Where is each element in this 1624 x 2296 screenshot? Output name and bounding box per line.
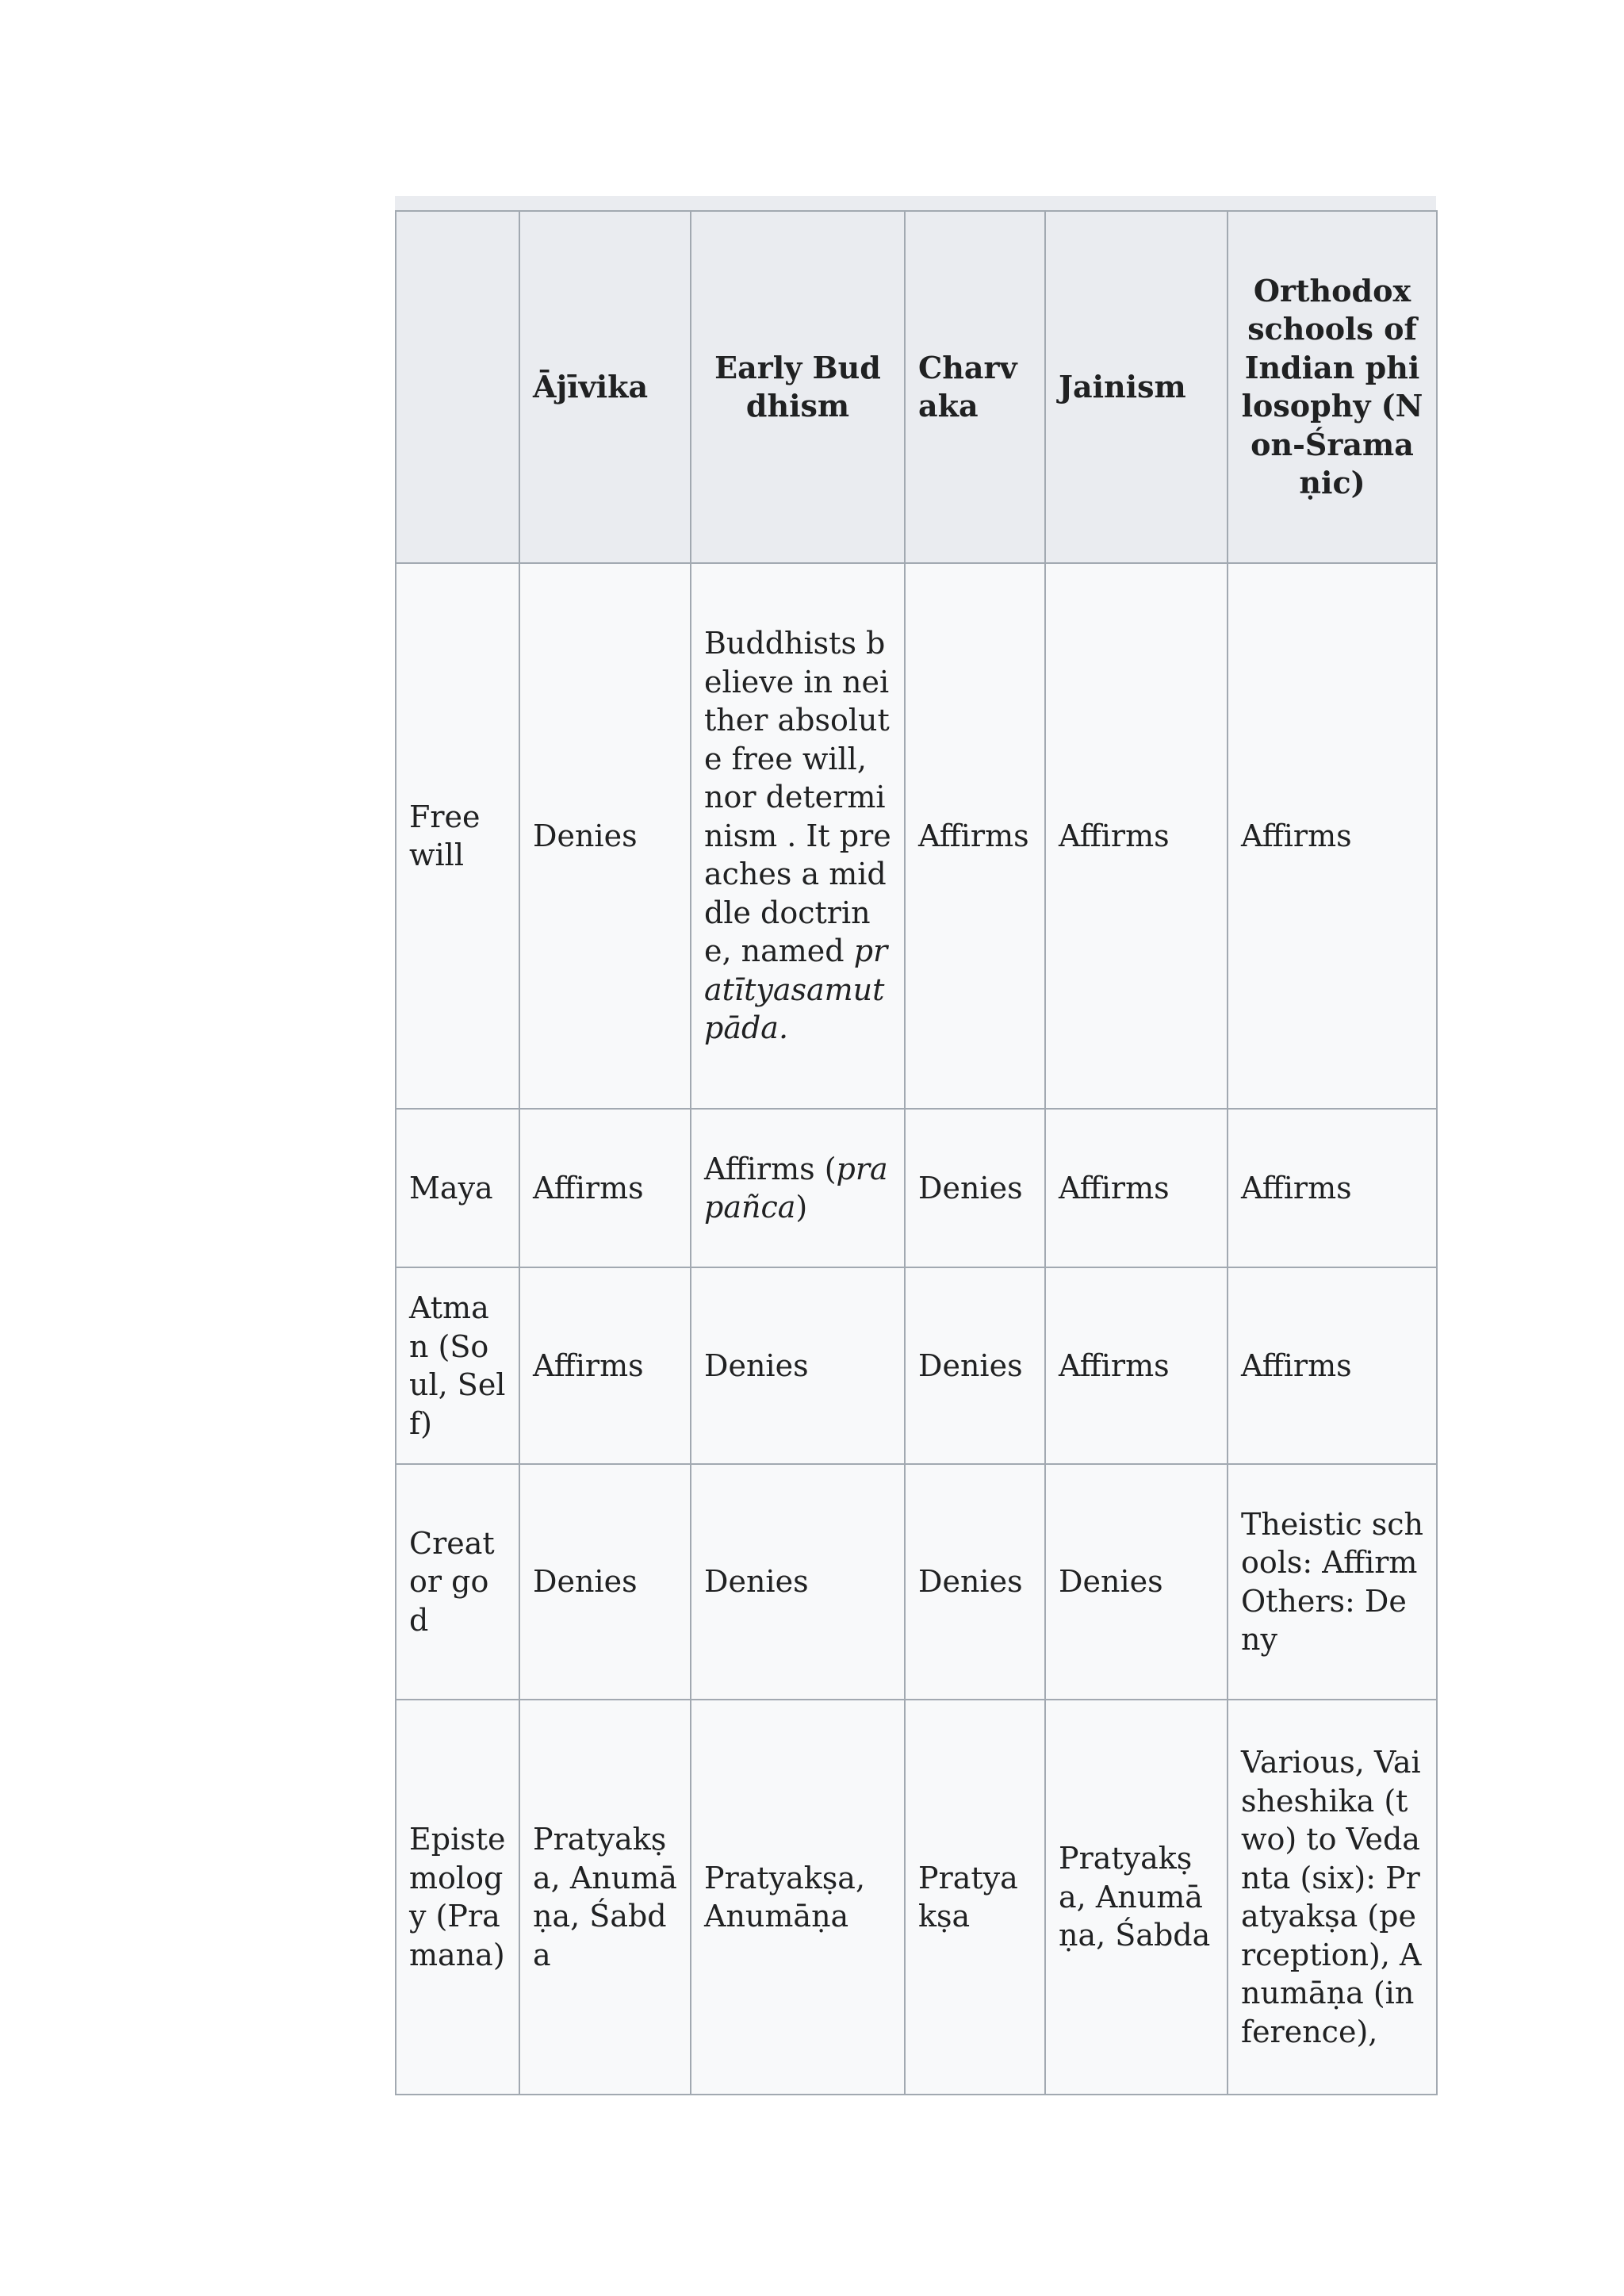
cell-text: Buddhists believe in neither absolute free will, nor determinism . It preaches a middle doctrine, named bbox=[704, 626, 891, 969]
row-label-free-will: Free will bbox=[396, 563, 519, 1109]
cell-text: Theistic schools: Affirm bbox=[1241, 1506, 1424, 1580]
cell-orthodox: Various, Vaisheshika (two) to Vedanta (six): Pratyakṣa (perception), Anumāṇa (inference), bbox=[1228, 1700, 1437, 2095]
table-row bbox=[396, 1267, 1437, 1464]
cell-early-buddhism bbox=[691, 563, 905, 1109]
header-ajivika: Ājīvika bbox=[519, 211, 691, 563]
cell-orthodox: Affirms bbox=[1228, 563, 1437, 1109]
table-row bbox=[396, 563, 1437, 1109]
cell-early-buddhism: Denies bbox=[691, 1267, 905, 1464]
row-label-epistemology: Epistemology (Pramana) bbox=[396, 1700, 519, 2095]
cell-text: Affirms ( bbox=[704, 1151, 837, 1186]
header-orthodox: Orthodox schools of Indian philosophy (Non-Śramaṇic) bbox=[1228, 211, 1437, 563]
cell-charvaka: Denies bbox=[905, 1464, 1045, 1700]
table-top-band bbox=[395, 196, 1436, 210]
cell-charvaka: Denies bbox=[905, 1267, 1045, 1464]
cell-early-buddhism: Pratyakṣa, Anumāṇa bbox=[691, 1700, 905, 2095]
comparison-table bbox=[395, 210, 1438, 2095]
header-empty bbox=[396, 211, 519, 563]
cell-jainism: Affirms bbox=[1045, 1109, 1228, 1267]
header-jainism: Jainism bbox=[1045, 211, 1228, 563]
header-early-buddhism: Early Buddhism bbox=[691, 211, 905, 563]
cell-ajivika: Pratyakṣa, Anumāṇa, Śabda bbox=[519, 1700, 691, 2095]
cell-charvaka: Denies bbox=[905, 1109, 1045, 1267]
cell-orthodox: Affirms bbox=[1228, 1267, 1437, 1464]
table-row bbox=[396, 1464, 1437, 1700]
cell-ajivika: Denies bbox=[519, 563, 691, 1109]
row-label-atman: Atman (Soul, Self) bbox=[396, 1267, 519, 1464]
cell-term: pratītyasamutpāda. bbox=[704, 933, 888, 1046]
cell-jainism: Affirms bbox=[1045, 1267, 1228, 1464]
cell-charvaka: Affirms bbox=[905, 563, 1045, 1109]
cell-early-buddhism bbox=[691, 1109, 905, 1267]
cell-jainism: Affirms bbox=[1045, 563, 1228, 1109]
cell-jainism: Denies bbox=[1045, 1464, 1228, 1700]
cell-jainism: Pratyakṣa, Anumāṇa, Śabda bbox=[1045, 1700, 1228, 2095]
cell-early-buddhism: Denies bbox=[691, 1464, 905, 1700]
cell-charvaka: Pratyakṣa bbox=[905, 1700, 1045, 2095]
cell-ajivika: Denies bbox=[519, 1464, 691, 1700]
header-charvaka: Charvaka bbox=[905, 211, 1045, 563]
row-label-maya: Maya bbox=[396, 1109, 519, 1267]
row-label-creator-god: Creator god bbox=[396, 1464, 519, 1700]
table-row bbox=[396, 1700, 1437, 2095]
cell-term: prapañca bbox=[704, 1151, 888, 1225]
cell-text: ) bbox=[795, 1190, 808, 1225]
cell-orthodox: Affirms bbox=[1228, 1109, 1437, 1267]
cell-orthodox bbox=[1228, 1464, 1437, 1700]
cell-ajivika: Affirms bbox=[519, 1267, 691, 1464]
cell-text: Others: Deny bbox=[1241, 1583, 1407, 1657]
cell-ajivika: Affirms bbox=[519, 1109, 691, 1267]
table-row bbox=[396, 1109, 1437, 1267]
header-row bbox=[396, 211, 1437, 563]
